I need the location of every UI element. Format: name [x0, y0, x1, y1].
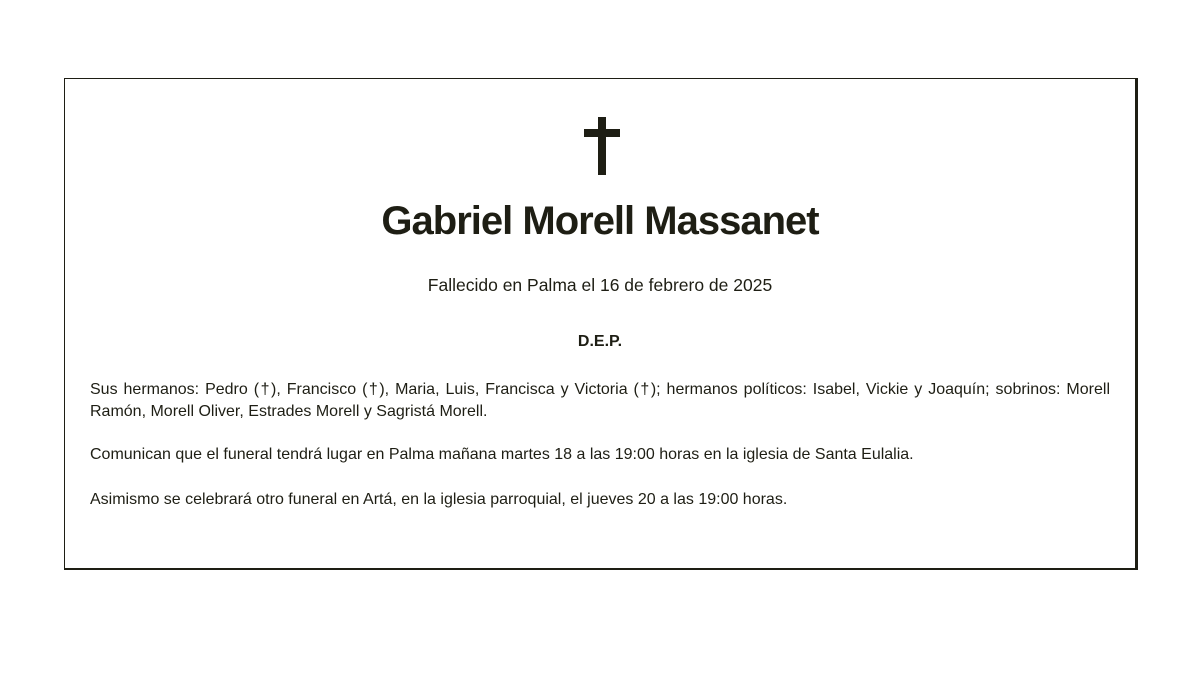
obituary-notice	[64, 78, 1138, 570]
deceased-name: Gabriel Morell Massanet	[381, 199, 819, 243]
funeral-palma-paragraph: Comunican que el funeral tendrá lugar en Palma mañana martes 18 a las 19:00 horas en la iglesia de Santa Eulalia.	[90, 446, 914, 463]
family-paragraph: Sus hermanos: Pedro (†), Francisco (†), Maria, Luis, Francisca y Victoria (†); hermanos políticos: Isabel, Vickie y Joaquín; sobrinos: Morell Ramón, Morell Oliver, Estrades Morell y Sagristá Morell.	[90, 381, 1110, 420]
funeral-arta-paragraph: Asimismo se celebrará otro funeral en Artá, en la iglesia parroquial, el jueves 20 a las 19:00 horas.	[90, 491, 788, 508]
death-date-line: Fallecido en Palma el 16 de febrero de 2025	[427, 275, 773, 295]
latin-cross-icon	[584, 117, 620, 175]
dep-abbreviation: D.E.P.	[577, 333, 623, 350]
